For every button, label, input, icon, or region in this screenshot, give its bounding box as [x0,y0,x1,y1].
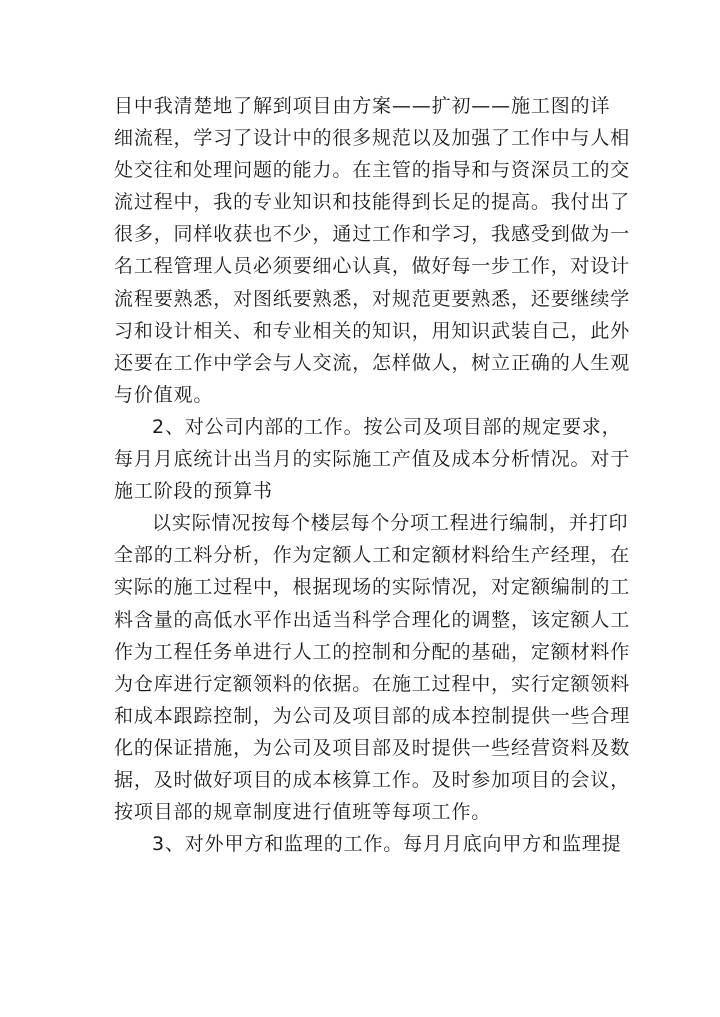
text-line: 名工程管理人员必须要细心认真，做好每一步工作，对设计 [114,255,631,278]
text-line: 习和设计相关、和专业相关的知识，用知识武装自己，此外 [114,319,631,342]
text-line: 按项目部的规章制度进行值班等每项工作。 [114,801,492,824]
text-line: 目中我清楚地了解到项目由方案——扩初——施工图的详 [114,95,611,117]
text-line: 实际的施工过程中，根据现场的实际情况，对定额编制的工 [114,576,631,599]
text-line: 料含量的高低水平作出适当科学合理化的调整，该定额人工 [114,608,631,631]
text-line: 还要在工作中学会与人交流，怎样做人，树立正确的人生观 [114,351,631,374]
text-line: 流过程中，我的专业知识和技能得到长足的提高。我付出了 [114,191,631,214]
text-line: 处交往和处理问题的能力。在主管的指导和与资深员工的交 [114,159,631,182]
text-line: 和成本跟踪控制，为公司及项目部的成本控制提供一些合理 [114,704,631,727]
text-line: 全部的工料分析，作为定额人工和定额材料给生产经理，在 [114,544,631,567]
text-line: 流程要熟悉，对图纸要熟悉，对规范更要熟悉，还要继续学 [114,287,631,310]
paragraph-2-first-line: 2、对公司内部的工作。按公司及项目部的规定要求， [152,415,622,438]
text-line: 据，及时做好项目的成本核算工作。及时参加项目的会议， [114,768,631,791]
body-text [114,90,631,860]
paragraph-3-first-line: 3、对外甲方和监理的工作。每月月底向甲方和监理提 [152,833,622,856]
text-line: 细流程，学习了设计中的很多规范以及加强了工作中与人相 [114,127,631,150]
text-line: 作为工程任务单进行人工的控制和分配的基础，定额材料作 [114,640,631,663]
text-line: 与价值观。 [114,383,214,406]
text-line: 施工阶段的预算书 [114,480,273,503]
text-line: 每月月底统计出当月的实际施工产值及成本分析情况。对于 [114,448,631,471]
text-line: 为仓库进行定额领料的依据。在施工过程中，实行定额领料 [114,672,631,695]
text-line: 很多，同样收获也不少，通过工作和学习，我感受到做为一 [114,223,631,246]
text-line: 化的保证措施，为公司及项目部及时提供一些经营资料及数 [114,736,631,759]
paragraph-budget-first-line: 以实际情况按每个楼层每个分项工程进行编制，并打印 [152,512,629,535]
